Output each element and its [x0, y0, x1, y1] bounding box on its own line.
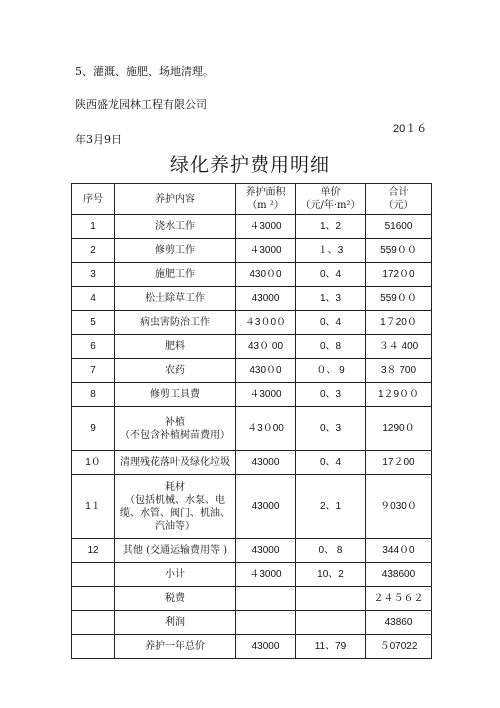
row-area: ４3000 [236, 215, 296, 239]
row-no: 8 [72, 383, 115, 407]
table-row [72, 475, 432, 539]
row-price: 0、8 [296, 335, 366, 359]
tax-row [72, 587, 432, 611]
row-total: 1７20０ [366, 311, 432, 335]
row-area: 43000 [236, 451, 296, 475]
grand-total: ５07022 [366, 635, 432, 659]
row-area: 43000 [236, 539, 296, 563]
table-row [72, 407, 432, 451]
row-item: 浇水工作 [115, 215, 236, 239]
tax-area [236, 587, 296, 611]
grand-label: 养护一年总价 [115, 635, 236, 659]
row-total: 1２9００ [366, 383, 432, 407]
row-item: 修剪工具费 [115, 383, 236, 407]
row-price: 1、3 [296, 287, 366, 311]
row-total: 3８ 700 [366, 359, 432, 383]
row-no: 4 [72, 287, 115, 311]
profit-row [72, 611, 432, 635]
row-price: ０、 9 [296, 359, 366, 383]
table-body [72, 215, 432, 563]
row-total: 1290０ [366, 407, 432, 451]
row-no: 6 [72, 335, 115, 359]
row-no: 1１ [72, 475, 115, 539]
tax-total: ２４５６２ [366, 587, 432, 611]
table-row [72, 359, 432, 383]
header-area-label: 养护面积 （m ²） [245, 187, 286, 211]
row-total: 559００ [366, 239, 432, 263]
row-item: 其他 (交通运输费用等 ) [115, 539, 236, 563]
fee-detail-table [71, 183, 432, 659]
profit-label: 利润 [115, 611, 236, 635]
profit-price [296, 611, 366, 635]
row-total: 51600 [366, 215, 432, 239]
row-no: 12 [72, 539, 115, 563]
table-header-row [72, 184, 432, 215]
row-item: 肥料 [115, 335, 236, 359]
row-total: 344０0 [366, 539, 432, 563]
row-item: 农药 [115, 359, 236, 383]
table-row [72, 335, 432, 359]
row-price: 0、4 [296, 451, 366, 475]
subtotal-row [72, 563, 432, 587]
table-row [72, 451, 432, 475]
date-month-day: 年3月9日 [75, 133, 122, 146]
row-total: 17２00 [366, 451, 432, 475]
tax-label: 税费 [115, 587, 236, 611]
row-price: 1、2 [296, 215, 366, 239]
row-item: 清理残花落叶及绿化垃圾 [115, 451, 236, 475]
table-row [72, 539, 432, 563]
table-row [72, 311, 432, 335]
row-total: 172０0 [366, 263, 432, 287]
date-year: 20１６ [393, 123, 428, 135]
row-area: ４3０00 [236, 407, 296, 451]
subtotal-price: 10、2 [296, 563, 366, 587]
subtotal-label: 小计 [115, 563, 236, 587]
table-row [72, 215, 432, 239]
document-title: 绿化养护费用明细 [169, 154, 330, 176]
row-no: 7 [72, 359, 115, 383]
row-item: 耗材 （包括机械、水泵、电 缆、水管、阀门、机油、 汽油等） [115, 475, 236, 539]
profit-area [236, 611, 296, 635]
row-item: 补植 （不包含补植树苗费用） [115, 407, 236, 451]
profit-total: 43860 [366, 611, 432, 635]
row-price: 0、3 [296, 383, 366, 407]
row-area: 430０0 [236, 263, 296, 287]
row-price: 0、 8 [296, 539, 366, 563]
header-total-label: 合计 （元） [383, 187, 414, 211]
header-no: 序号 [72, 184, 115, 215]
tax-no [72, 587, 115, 611]
row-total: ３４ 400 [366, 335, 432, 359]
grand-no [72, 635, 115, 659]
row-price: １、3 [296, 239, 366, 263]
subtotal-no [72, 563, 115, 587]
row-price: 0、3 [296, 407, 366, 451]
row-area: 43000 [236, 475, 296, 539]
header-price [296, 184, 366, 215]
row-price: 0、4 [296, 263, 366, 287]
grand-area: 43000 [236, 635, 296, 659]
table-row [72, 263, 432, 287]
profit-no [72, 611, 115, 635]
row-no: 9 [72, 407, 115, 451]
intro-line: 5、灌溉、施肥、场地清理。 [75, 65, 214, 78]
row-total: ９030０ [366, 475, 432, 539]
grand-total-row [72, 635, 432, 659]
table-row [72, 239, 432, 263]
header-price-label: 单价 （元/年·m²） [300, 187, 361, 211]
row-item: 松土除草工作 [115, 287, 236, 311]
row-no: 5 [72, 311, 115, 335]
row-no: 2 [72, 239, 115, 263]
row-area: 430０0 [236, 359, 296, 383]
subtotal-area: ４3000 [236, 563, 296, 587]
header-total [366, 184, 432, 215]
row-no: 1 [72, 215, 115, 239]
row-item: 修剪工作 [115, 239, 236, 263]
row-no: 1０ [72, 451, 115, 475]
row-price: 0、4 [296, 311, 366, 335]
row-area: ４3000 [236, 383, 296, 407]
row-item: 病虫害防治工作 [115, 311, 236, 335]
table-row [72, 287, 432, 311]
header-area [236, 184, 296, 215]
row-area: ４3０0０ [236, 311, 296, 335]
row-area: 43000 [236, 287, 296, 311]
grand-price: 11、79 [296, 635, 366, 659]
row-no: 3 [72, 263, 115, 287]
row-item: 施肥工作 [115, 263, 236, 287]
row-area: 43０ 00 [236, 335, 296, 359]
row-area: ４3000 [236, 239, 296, 263]
subtotal-total: 438600 [366, 563, 432, 587]
tax-price [296, 587, 366, 611]
company-name: 陕西盛龙园林工程有限公司 [75, 98, 207, 111]
row-total: 559００ [366, 287, 432, 311]
header-item: 养护内容 [115, 184, 236, 215]
table-row [72, 383, 432, 407]
row-price: 2、1 [296, 475, 366, 539]
